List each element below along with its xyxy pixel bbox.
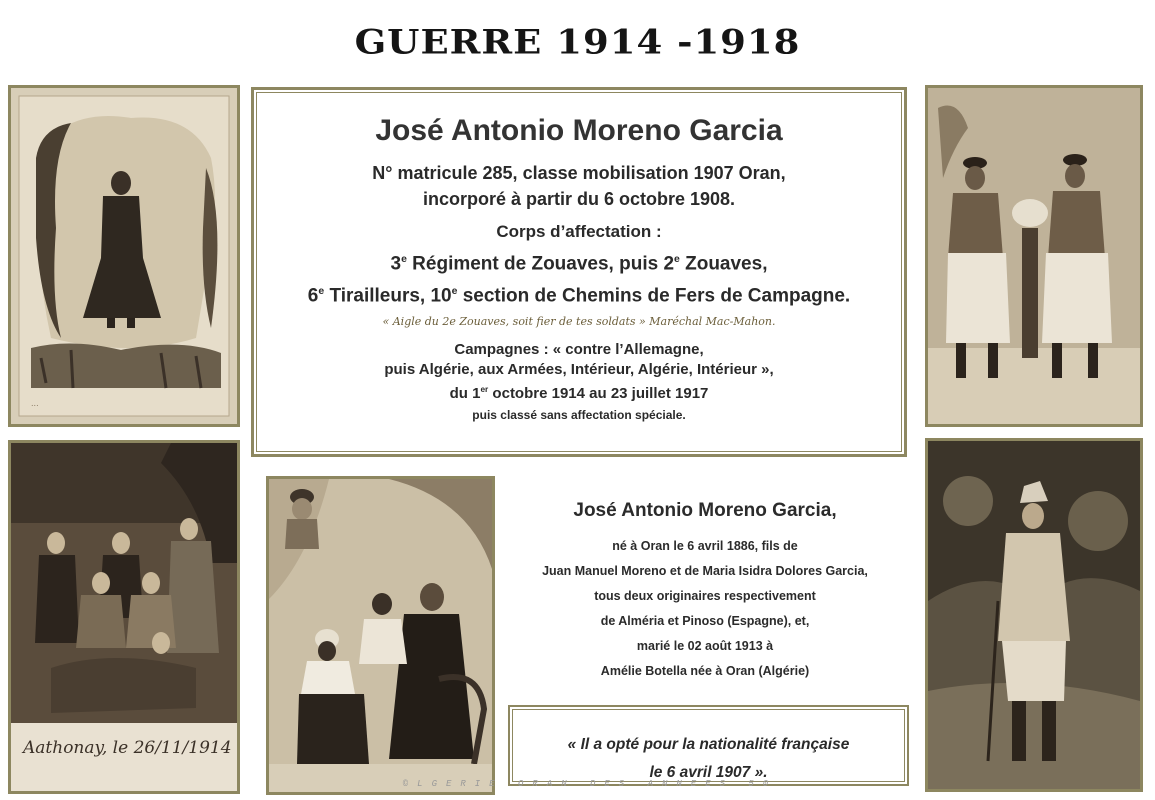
corps-label: Corps d’affectation :	[496, 222, 662, 241]
bio-line: né à Oran le 6 avril 1886, fils de	[612, 539, 798, 553]
photo-group-soldiers	[8, 440, 240, 794]
group-photo-caption: Aathonay, le 26/11/1914	[23, 738, 232, 758]
photo-portrait-vignette	[8, 85, 240, 427]
bio-name: José Antonio Moreno Garcia,	[573, 500, 837, 521]
nationality-quote-line-1: « Il a opté pour la nationalité française	[567, 736, 850, 753]
svg-text:...: ...	[31, 399, 39, 408]
campagnes-line-2: puis Algérie, aux Armées, Intérieur, Algérie, Intérieur »,	[384, 360, 774, 378]
regiment-line-2: 6e Tirailleurs, 10e section de Chemins de Fers de Campagne.	[307, 285, 851, 307]
page-title: GUERRE 1914 -1918	[354, 22, 801, 62]
matricule-line-2: incorporé à partir du 6 octobre 1908.	[422, 189, 736, 209]
photo-soldier-standing	[925, 438, 1143, 792]
watermark: ©LGERIE ORAN DES ANNEES 50	[402, 779, 778, 789]
soldier-name: José Antonio Moreno Garcia	[375, 114, 783, 147]
campagnes-line-4: puis classé sans affectation spéciale.	[472, 407, 686, 422]
bio-line: Juan Manuel Moreno et de Maria Isidra Dolores Garcia,	[542, 564, 868, 578]
nationality-quote-box	[508, 705, 909, 786]
service-record-box	[251, 87, 907, 457]
bio-line: marié le 02 août 1913 à	[636, 639, 774, 653]
matricule-line-1: N° matricule 285, classe mobilisation 1907 Oran,	[372, 163, 786, 183]
regiment-line-1: 3e Régiment de Zouaves, puis 2e Zouaves,	[390, 253, 768, 275]
nationality-quote-line-2: le 6 avril 1907 ».	[649, 764, 768, 781]
photo-family-portrait	[266, 476, 495, 795]
biography	[505, 500, 905, 684]
bio-line: Amélie Botella née à Oran (Algérie)	[600, 664, 810, 678]
campagnes-line-3: du 1er octobre 1914 au 23 juillet 1917	[449, 384, 709, 402]
bio-line: tous deux originaires respectivement	[594, 589, 816, 603]
campagnes-line-1: Campagnes : « contre l’Allemagne,	[454, 340, 704, 358]
mac-mahon-quote: « Aigle du 2e Zouaves, soit fier de tes soldats » Maréchal Mac-Mahon.	[382, 314, 776, 328]
bio-line: de Alméria et Pinoso (Espagne), et,	[600, 614, 810, 628]
photo-two-zouaves	[925, 85, 1143, 427]
